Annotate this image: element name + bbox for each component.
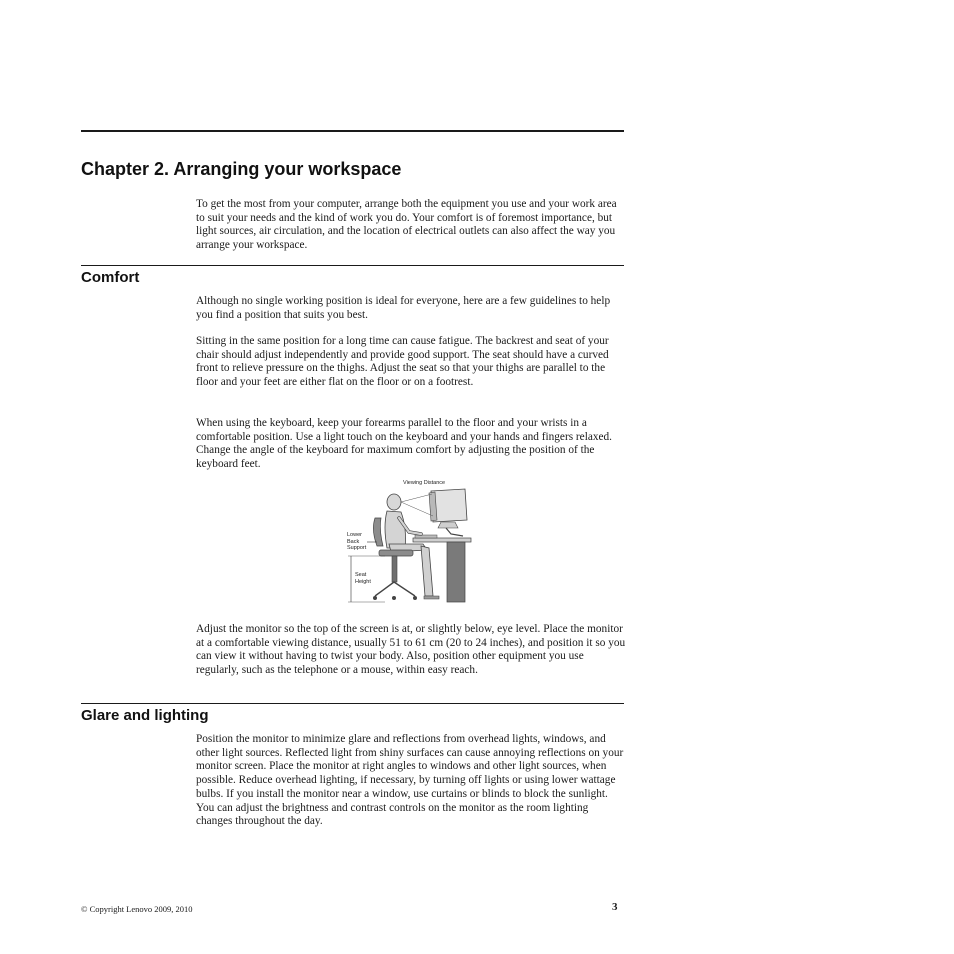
intro-paragraph: To get the most from your computer, arrange both the equipment you use and your work area to suit your needs and the kind of work you do. Your comfort is of foremost importance, but light sources, air circulation, and the location of electrical outlets can also affect the way you arrange your workspace. xyxy=(196,198,617,252)
glare-heading: Glare and lighting xyxy=(81,707,209,724)
comfort-heading: Comfort xyxy=(81,269,140,286)
page-number: 3 xyxy=(612,901,618,913)
viewing-distance-label: Viewing Distance xyxy=(403,480,446,486)
seat-height-label: Seat Height xyxy=(355,572,371,585)
comfort-paragraph-3: When using the keyboard, keep your forearms parallel to the floor and your wrists in a comfortable position. Use a light touch on the keyboard and your hands and fingers relaxed. Change the angle of the keyboard for maximum comfort by adjusting the position of the keyboard feet. xyxy=(196,417,612,471)
glare-paragraph-1: Position the monitor to minimize glare and reflections from overhead lights, windows, and other light sources. Reflected light from shiny surfaces can cause annoying reflections on your monitor screen. Place the monitor at right angles to windows and other light sources, when possible. Reduce overhead lighting, if necessary, by turning off lights or using lower wattage bulbs. If you install the monitor near a window, use curtains or blinds to block the sunlight. You can adjust the brightness and contrast controls on the monitor as the room lighting changes throughout the day. xyxy=(196,733,624,828)
comfort-paragraph-1: Although no single working position is ideal for everyone, here are a few guidelines to help you find a position that suits you best. xyxy=(196,295,611,321)
comfort-paragraph-4: Adjust the monitor so the top of the screen is at, or slightly below, eye level. Place the monitor at a comfortable viewing distance, usually 51 to 61 cm (20 to 24 inches), and position it so you can view it without having to twist your body. Also, position other equipment you use regularly, such as the telephone or a mouse, within easy reach. xyxy=(196,623,626,677)
glare-rule xyxy=(81,703,624,704)
copyright-notice: © Copyright Lenovo 2009, 2010 xyxy=(81,904,193,914)
workspace-posture-figure xyxy=(345,478,475,606)
chapter-title: Chapter 2. Arranging your workspace xyxy=(81,159,402,179)
comfort-paragraph-2: Sitting in the same position for a long time can cause fatigue. The backrest and seat of your chair should adjust independently and provide good support. The seat should have a curved front to relieve pressure on the thighs. Adjust the seat so that your thighs are parallel to the floor and your feet are either flat on the floor or on a footrest. xyxy=(196,335,609,389)
lower-back-support-label: Lower Back Support xyxy=(347,532,367,551)
comfort-rule xyxy=(81,265,624,266)
top-rule xyxy=(81,130,624,132)
